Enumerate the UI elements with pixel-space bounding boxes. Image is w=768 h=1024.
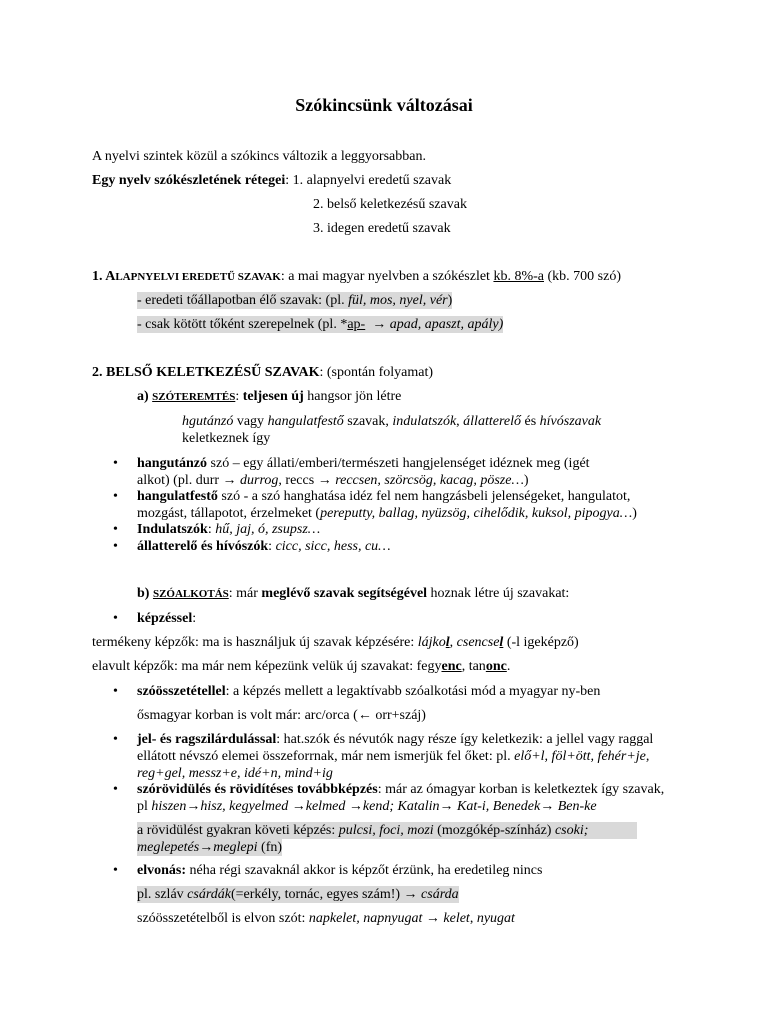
section-2-title: 2. BELSŐ KELETKEZÉSŰ SZAVAK [92, 365, 320, 380]
layers-item-2: 2. belső keletkezésű szavak [313, 197, 467, 212]
subsection-a-desc-2: keletkeznek így [182, 431, 271, 446]
intro-line: A nyelvi szintek közül a szókincs változik a leggyorsabban. [92, 149, 426, 164]
s1b-root: ap- [347, 317, 366, 332]
c3-hl1d: csoki; [554, 823, 589, 838]
s2a-t4: és [520, 414, 540, 429]
right-arrow-icon: → [222, 473, 241, 488]
s2b-bold: meglévő szavak segítségével [261, 586, 428, 601]
b1-bold: hangutánzó [137, 456, 208, 471]
right-arrow-icon: → [199, 840, 214, 855]
b1-l2b: durrog [240, 473, 279, 488]
b1-l2c: , reccs [278, 473, 318, 488]
b3-ex: hű, jaj, ó, zsupsz… [215, 522, 321, 537]
c2-l2b: elő+l, föl+ött, fehér+je, [514, 749, 650, 764]
b4-ex: cicc, sicc, hess, cu… [275, 539, 391, 554]
c3-l2e: kend; Katalin [362, 799, 440, 814]
elvonas-example [137, 886, 459, 903]
bullet-szoosszetetel [137, 683, 600, 700]
c4-bold: elvonás: [137, 863, 186, 878]
page-title: Szókincsünk változásai [295, 95, 473, 115]
section-2-heading [92, 364, 433, 381]
b3-rest: : [207, 522, 216, 537]
section-1-title: LAPNYELVI EREDETŰ SZAVAK [115, 271, 281, 283]
subsection-a-desc-1 [182, 413, 601, 430]
c4-hl-d: csárda [417, 887, 459, 902]
c4-rest: néha régi szavaknál akkor is képzőt érzünk, ha eredetileg nincs [186, 863, 543, 878]
c2-bold: jel- és ragszilárdulással [137, 732, 277, 747]
right-arrow-icon: → [422, 911, 440, 926]
s2a-i5: hívószavak [539, 414, 602, 429]
term-u2: l [499, 635, 504, 650]
section-1-text: : a mai magyar nyelvben a szókészlet [280, 269, 494, 284]
s2a-t2: szavak, [343, 414, 393, 429]
subsection-b-label: b) [137, 586, 153, 601]
c1-bold: szóösszetétellel [137, 684, 226, 699]
s2a-rest: hangsor jön létre [303, 389, 402, 404]
s1a-text: - eredeti tőállapotban élő szavak: (pl. [137, 293, 349, 308]
bullet-hangutanzo-l2 [137, 472, 529, 489]
section-1-tail: (kb. 700 szó) [544, 269, 621, 284]
b1-l2d: reccsen, szörcsög, kacag, pösze… [335, 473, 524, 488]
szorovidules-note-2 [137, 839, 282, 856]
b1-rest: szó – egy állati/emberi/természeti hangjelenséget idéznek meg (igét [207, 456, 590, 471]
bullet-elvonas [137, 862, 542, 879]
subsection-a-heading [137, 388, 401, 406]
c3-hl1a: a rövidülést gyakran követi képzés: [137, 823, 339, 838]
bullet-szorovidules [137, 781, 664, 798]
bullet-hangutanzo [137, 455, 590, 472]
bullet-jelrag [137, 731, 653, 748]
c3-hl2c: (fn) [257, 840, 283, 855]
c3-hl1c: (mozgókép-színház) [433, 823, 555, 838]
term-end: (-l igeképző) [503, 635, 579, 650]
b1-l2e: ) [523, 473, 529, 488]
c3-l2d: kelmed [305, 799, 349, 814]
bullet-szorovidules-l2 [137, 798, 597, 815]
bullet-allatterelo [137, 538, 391, 555]
subsection-a-title: SZÓTEREMTÉS [152, 391, 236, 403]
kep-rest: : [192, 611, 197, 626]
term-c: , [449, 635, 457, 650]
c3-rest: : már az ómagyar korban is keletkeztek így szavak, [377, 782, 665, 797]
elav-end: . [506, 659, 511, 674]
c4-l3e: nyugat [476, 911, 515, 926]
term-a: termékeny képzők: ma is használjuk új szavak képzésére: [92, 635, 418, 650]
elav-a: elavult képzők: ma már nem képezünk velük új szavakat: fegy [92, 659, 442, 674]
subsection-a-label: a) [137, 389, 153, 404]
kep-bold: képzéssel [137, 611, 193, 626]
c4-hl-a: pl. szláv [137, 887, 188, 902]
c3-l2g: Ben-ke [554, 799, 597, 814]
c3-l2a: pl [137, 799, 152, 814]
subsection-b-heading [137, 585, 569, 603]
c3-l2c: hisz, kegyelmed [200, 799, 292, 814]
right-arrow-icon: → [291, 799, 306, 814]
s2a-i2: hangulatfestő [267, 414, 344, 429]
s2a-i3: indulatszók [392, 414, 457, 429]
termekeny-line [92, 634, 579, 651]
szorovidules-note-1 [137, 822, 637, 839]
right-arrow-icon: → [365, 317, 390, 332]
b4-bold: állatterelő és hívószók [137, 539, 269, 554]
b1-l2a: alkot) (pl. durr [137, 473, 223, 488]
term-u1: l [445, 635, 450, 650]
s2a-colon: : [235, 389, 243, 404]
right-arrow-icon: → [403, 887, 418, 902]
c3-l2f: Kat-i, Benedek [453, 799, 541, 814]
left-arrow-icon: ← [357, 708, 372, 723]
right-arrow-icon: → [186, 799, 201, 814]
c1-rest: : a képzés mellett a legaktívabb szóalkotási mód a myagyar ny-ben [225, 684, 601, 699]
s2a-t3: , [456, 414, 464, 429]
term-i1: lájko [417, 635, 446, 650]
c4-hl-c: (=erkély, tornác, egyes szám!) [230, 887, 404, 902]
b2-l2b: pereputty, ballag, nyüzsög, cihelődik, kuksol, pipogya… [320, 506, 633, 521]
c3-hl2a: meglepetés [137, 840, 200, 855]
s1a-examples: fül, mos, nyel, vér [348, 293, 448, 308]
c4-l3d: , [469, 911, 477, 926]
elvonas-line-3 [137, 910, 515, 927]
b2-l2c: ) [632, 506, 637, 521]
layers-item-3: 3. idegen eredetű szavak [313, 221, 451, 236]
c4-l3a: szóösszetételből is elvon szót: [137, 911, 309, 926]
s1a-end: ) [447, 293, 453, 308]
c1-l2b: orr+száj) [371, 708, 426, 723]
c4-l3b: napkelet, napnyugat [308, 911, 423, 926]
c3-hl2b: meglepi [213, 840, 258, 855]
s2b-r1: : már [228, 586, 262, 601]
s2a-bold: teljesen új [242, 389, 304, 404]
layers-item-1: : 1. alapnyelvi eredetű szavak [285, 173, 452, 188]
elavult-line [92, 658, 510, 675]
bullet-hangulatfesto-l2 [137, 505, 637, 522]
b2-rest: szó - a szó hanghatása idéz fel nem hangzásbeli jelenségeket, hangulatot, [217, 489, 631, 504]
s2a-t1: vagy [233, 414, 268, 429]
c2-l2a: ellátott névszó elemei összeforrnak, már nem ismerjük fel őket: pl. [137, 749, 515, 764]
term-i2: csencse [456, 635, 500, 650]
elav-b: , tan [461, 659, 486, 674]
section-1-heading [92, 268, 621, 286]
c4-l3c: kelet [439, 911, 470, 926]
c3-hl1b: pulcsi, foci, mozi [338, 823, 434, 838]
section-2-note: : (spontán folyamat) [319, 365, 433, 380]
bullet-kepzessel [137, 610, 196, 627]
c3-bold: szórövidülés és rövidítéses továbbképzés [137, 782, 378, 797]
s2a-i4: állatterelő [463, 414, 521, 429]
elav-u2: onc [485, 659, 507, 674]
s1b-text: - csak kötött tőként szerepelnek (pl. * [137, 317, 348, 332]
c2-l3: reg+gel, messz+e, idé+n, mind+ig [137, 766, 333, 781]
b4-rest: : [268, 539, 276, 554]
right-arrow-icon: → [439, 799, 454, 814]
s2a-i1: hgutánzó [182, 414, 234, 429]
right-arrow-icon: → [348, 799, 363, 814]
right-arrow-icon: → [540, 799, 555, 814]
s2b-r2: hoznak létre új szavakat: [427, 586, 570, 601]
section-1-num: 1. A [92, 269, 116, 284]
bullet-jelrag-l3 [137, 765, 333, 782]
bullet-jelrag-l2 [137, 748, 649, 765]
b2-bold: hangulatfestő [137, 489, 218, 504]
subsection-b-title: SZÓALKOTÁS [152, 588, 229, 600]
c2-rest: : hat.szók és névutók nagy része így keletkezik: a jellel vagy raggal [276, 732, 654, 747]
s1b-examples: apad, apaszt, apály) [389, 317, 504, 332]
b2-l2a: mozgást, tállapotot, érzelmeket ( [137, 506, 321, 521]
b3-bold: Indulatszók [137, 522, 208, 537]
layers-label: Egy nyelv szókészletének rétegei [92, 173, 286, 188]
bullet-indulatszok [137, 521, 320, 538]
section-1-percent: kb. 8%-a [493, 269, 544, 284]
c4-hl-b: csárdák [187, 887, 231, 902]
c1-l2: ősmagyar korban is volt már: arc/orca ( [137, 708, 358, 723]
bullet-szoosszetetel-l2 [137, 707, 426, 724]
elav-u1: enc [441, 659, 462, 674]
c3-l2b: hiszen [151, 799, 187, 814]
layers-line-1 [92, 172, 451, 189]
bullet-hangulatfesto [137, 488, 630, 505]
section-1-item-a [137, 292, 452, 309]
section-1-item-b [137, 316, 503, 333]
right-arrow-icon: → [317, 473, 336, 488]
